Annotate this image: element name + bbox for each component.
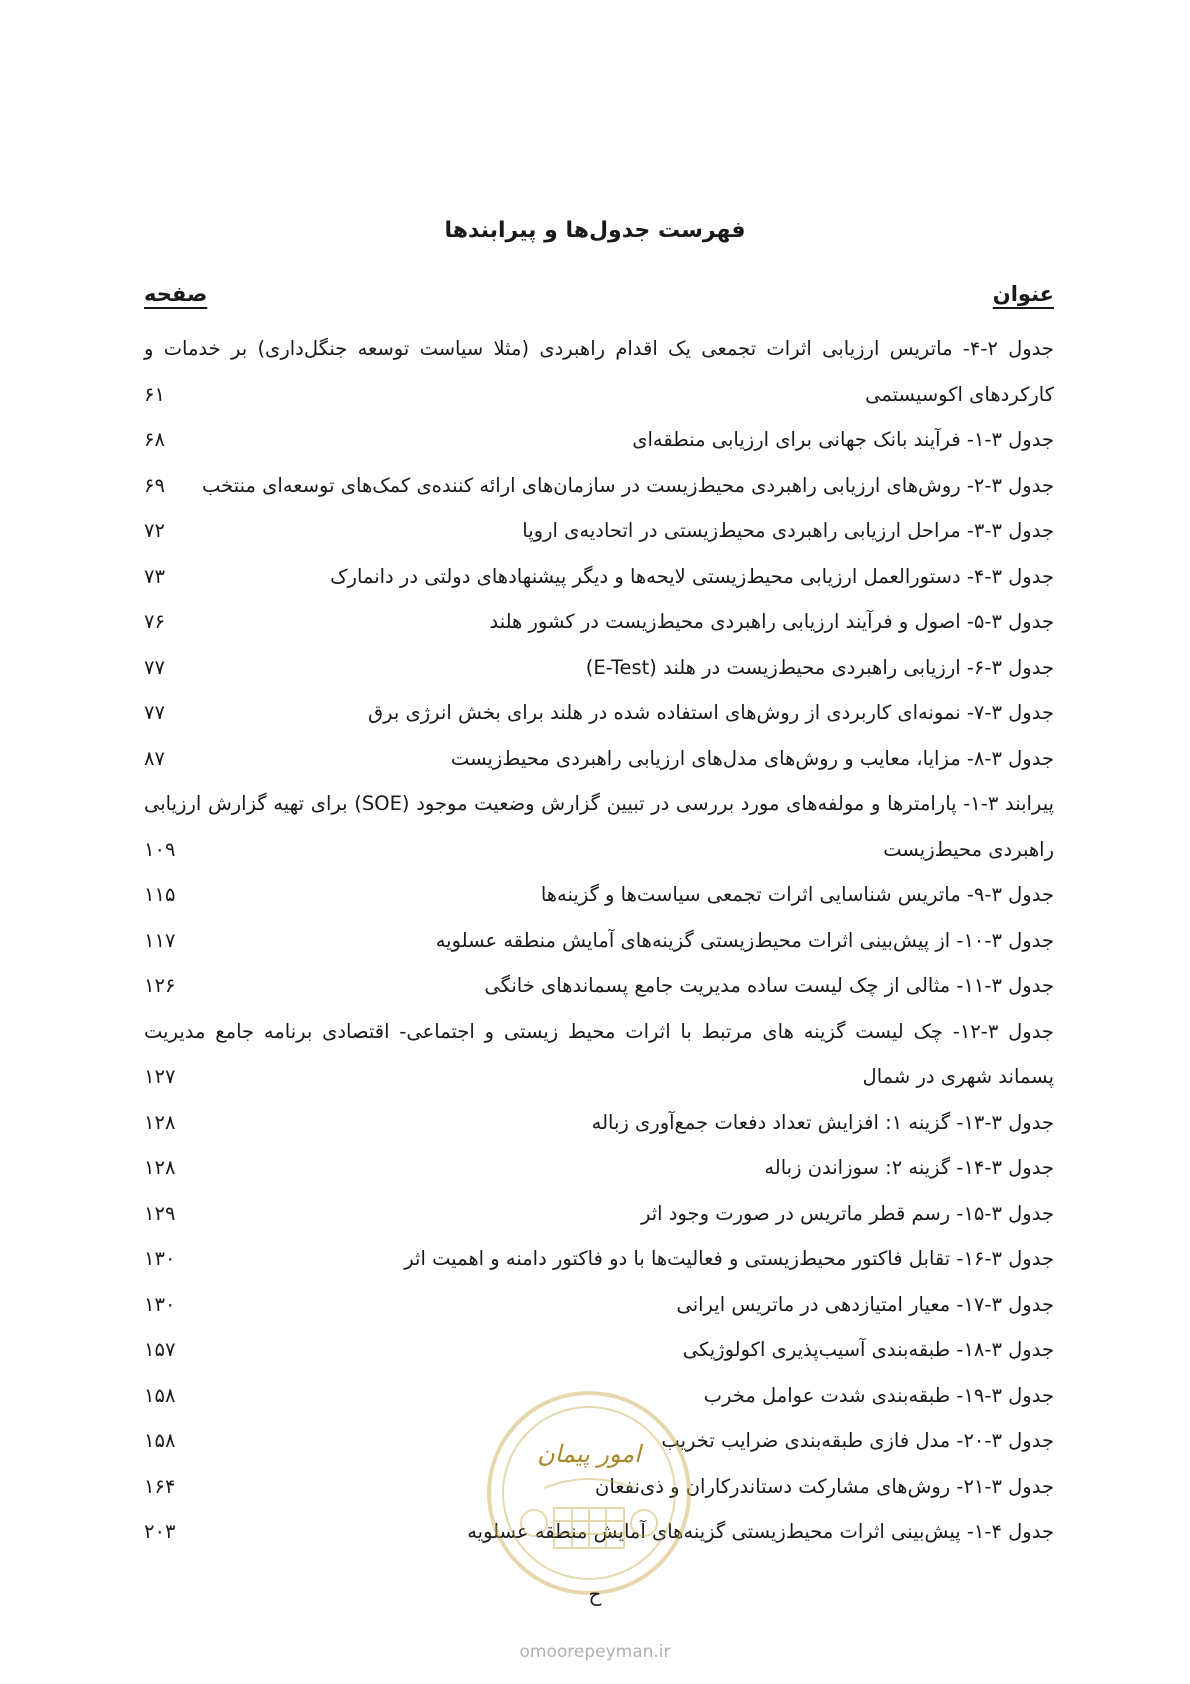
- toc-entry: [144, 736, 1054, 782]
- toc-entry: [144, 963, 1054, 1009]
- toc-entry: [144, 1145, 1054, 1191]
- toc-entry: [144, 1100, 1054, 1146]
- toc-entry: [144, 872, 1054, 918]
- toc-entry-title: جدول ۳-۱۳- گزینه ۱: افزایش تعداد دفعات جمع‌آوری زباله: [591, 1110, 1054, 1134]
- toc-entry-line: [144, 1282, 1054, 1328]
- toc-entry-line: [144, 736, 1054, 782]
- toc-entry-line: [144, 1009, 1054, 1055]
- toc-entry-page: ۱۲۶: [144, 974, 176, 997]
- toc-entry-page: ۷۲: [144, 519, 165, 542]
- toc-entry: [144, 326, 1054, 417]
- toc-entry-line: [144, 508, 1054, 554]
- toc-entry-page: ۱۰۹: [144, 837, 176, 861]
- toc-entry-page: ۱۱۷: [144, 928, 176, 952]
- toc-entry-page: ۲۰۳: [144, 1520, 176, 1543]
- toc-entry-title: جدول ۳-۵- اصول و فرآیند ارزیابی راهبردی محیط‌زیست در کشور هلند: [489, 610, 1054, 633]
- toc-entry-title: جدول ۴-۱- پیش‌بینی اثرات محیط‌زیستی گزینه‌های آمایش منطقه عسلویه: [467, 1520, 1054, 1543]
- toc-entry: [144, 508, 1054, 554]
- toc-entry-line: [144, 645, 1054, 691]
- toc-entry-line: [144, 1191, 1054, 1237]
- title-column-header: عنوان: [992, 282, 1054, 306]
- page-title: فهرست جدول‌ها و پیرابندها: [444, 218, 746, 243]
- toc-entry-title: جدول ۳-۱۴- گزینه ۲: سوزاندن زباله: [764, 1156, 1054, 1179]
- watermark-seal-icon: [484, 1388, 694, 1598]
- toc-entry: [144, 1327, 1054, 1373]
- toc-entry-line: [144, 463, 1054, 509]
- toc-entry-title: راهبردی محیط‌زیست: [883, 837, 1054, 861]
- toc-entry-line: [144, 1054, 1054, 1100]
- toc-entry-page: ۶۱: [144, 382, 165, 406]
- toc-entry-title: جدول ۳-۴- دستورالعمل ارزیابی محیط‌زیستی لایحه‌ها و دیگر پیشنهادهای دولتی در دانمارک: [330, 564, 1054, 588]
- toc-entry: [144, 1191, 1054, 1237]
- toc-entry-title: جدول ۳-۱۲- چک لیست گزینه های مرتبط با اثرات محیط زیستی و اجتماعی- اقتصادی برنامه جامع مدیریت: [144, 1019, 1054, 1043]
- page-number: ح: [588, 1582, 602, 1606]
- toc-entry-title: جدول ۳-۲۱- روش‌های مشارکت دستاندرکاران و ذی‌نفعان: [595, 1474, 1054, 1498]
- toc-entry-title: پسماند شهری در شمال: [862, 1065, 1054, 1088]
- toc-entry-page: ۱۲۹: [144, 1201, 176, 1225]
- toc-entry-line: [144, 918, 1054, 964]
- toc-entry-page: ۷۷: [144, 701, 165, 724]
- toc-entry-title: جدول ۳-۱۹- طبقه‌بندی شدت عوامل مخرب: [703, 1383, 1054, 1407]
- toc-entry-title: جدول ۳-۸- مزایا، معایب و روش‌های مدل‌های ارزیابی راهبردی محیط‌زیست: [450, 746, 1054, 770]
- toc-entry-page: ۱۵۸: [144, 1383, 176, 1407]
- toc-entry: [144, 918, 1054, 964]
- toc-entry-title: جدول ۳-۱۶- تقابل فاکتور محیط‌زیستی و فعالیت‌ها با دو فاکتور دامنه و اهمیت اثر: [404, 1247, 1054, 1270]
- toc-entry-title: جدول ۳-۷- نمونه‌ای کاربردی از روش‌های استفاده شده در هلند برای بخش انرژی برق: [367, 701, 1054, 724]
- toc-entry-page: ۱۲۸: [144, 1110, 176, 1134]
- watermark-seal-text: امور پیمان: [537, 1440, 641, 1468]
- toc-entry: [144, 645, 1054, 691]
- toc-entry-line: [144, 417, 1054, 463]
- toc-entry-page: ۱۳۰: [144, 1292, 176, 1316]
- toc-entry-line: [144, 372, 1054, 418]
- table-of-contents: [144, 326, 1054, 1555]
- toc-entry-page: ۱۳۰: [144, 1247, 176, 1270]
- toc-entry-title: جدول ۳-۱- فرآیند بانک جهانی برای ارزیابی منطقه‌ای: [632, 428, 1054, 451]
- toc-entry: [144, 463, 1054, 509]
- toc-entry-title: کارکردهای اکوسیستمی: [865, 382, 1054, 406]
- toc-entry-line: [144, 827, 1054, 873]
- watermark-site: omoorepeyman.ir: [519, 1642, 671, 1662]
- toc-entry-line: [144, 599, 1054, 645]
- toc-entry-line: [144, 1145, 1054, 1191]
- toc-entry-title: جدول ۳-۱۱- مثالی از چک لیست ساده مدیریت جامع پسماندهای خانگی: [484, 974, 1054, 997]
- toc-entry-title: پیرابند ۳-۱- پارامترها و مولفه‌های مورد بررسی در تبیین گزارش وضعیت موجود (SOE) برای تهیه گزارش ارزیابی: [144, 792, 1055, 815]
- toc-entry-line: [144, 1327, 1054, 1373]
- toc-entry-line: [144, 1100, 1054, 1146]
- toc-entry-title: جدول ۳-۳- مراحل ارزیابی راهبردی محیط‌زیستی در اتحادیه‌ی اروپا: [522, 519, 1054, 542]
- toc-entry-page: ۱۵۸: [144, 1429, 176, 1452]
- toc-entry-title: جدول ۳-۱۸- طبقه‌بندی آسیب‌پذیری اکولوژیکی: [682, 1338, 1054, 1361]
- toc-entry-line: [144, 963, 1054, 1009]
- toc-entry-page: ۱۲۸: [144, 1156, 176, 1179]
- toc-entry-line: [144, 781, 1054, 827]
- toc-entry-title: جدول ۳-۹- ماتریس شناسایی اثرات تجمعی سیاست‌ها و گزینه‌ها: [540, 883, 1054, 906]
- toc-entry-title: جدول ۲-۴- ماتریس ارزیابی اثرات تجمعی یک اقدام راهبردی (مثلا سیاست توسعه جنگل‌داری) بر خدمات و: [144, 337, 1054, 360]
- toc-entry-page: ۶۸: [144, 428, 165, 451]
- toc-entry-title: جدول ۳-۲۰- مدل فازی طبقه‌بندی ضرایب تخریب: [661, 1429, 1054, 1452]
- toc-entry-page: ۸۷: [144, 746, 165, 770]
- toc-entry-title: جدول ۳-۱۰- از پیش‌بینی اثرات محیط‌زیستی گزینه‌های آمایش منطقه عسلویه: [435, 928, 1054, 952]
- toc-entry-line: [144, 326, 1054, 372]
- toc-entry-page: ۷۶: [144, 610, 165, 633]
- toc-entry-page: ۷۷: [144, 655, 165, 679]
- toc-entry: [144, 417, 1054, 463]
- toc-entry-page: ۱۶۴: [144, 1474, 176, 1498]
- toc-entry-page: ۱۲۷: [144, 1065, 176, 1088]
- toc-entry-page: ۱۵۷: [144, 1338, 176, 1361]
- toc-entry-line: [144, 872, 1054, 918]
- toc-entry: [144, 781, 1054, 872]
- toc-entry-line: [144, 690, 1054, 736]
- toc-entry: [144, 599, 1054, 645]
- toc-entry: [144, 1282, 1054, 1328]
- toc-entry-title: جدول ۳-۲- روش‌های ارزیابی راهبردی محیط‌زیست در سازمان‌های ارائه کننده‌ی کمک‌های توسعه‌ای منتخب: [202, 473, 1054, 497]
- toc-entry-title: جدول ۳-۶- ارزیابی راهبردی محیط‌زیست در هلند (E-Test): [585, 655, 1054, 679]
- toc-entry-page: ۷۳: [144, 564, 165, 588]
- toc-entry: [144, 1009, 1054, 1100]
- page-column-header: صفحه: [144, 282, 208, 306]
- toc-entry-page: ۶۹: [144, 473, 165, 497]
- toc-entry-line: [144, 554, 1054, 600]
- toc-entry-title: جدول ۳-۱۷- معیار امتیازدهی در ماتریس ایرانی: [676, 1292, 1054, 1316]
- toc-entry-title: جدول ۳-۱۵- رسم قطر ماتریس در صورت وجود اثر: [641, 1201, 1054, 1225]
- toc-entry: [144, 554, 1054, 600]
- toc-entry: [144, 690, 1054, 736]
- toc-entry: [144, 1236, 1054, 1282]
- toc-entry-line: [144, 1236, 1054, 1282]
- toc-entry-page: ۱۱۵: [144, 883, 176, 906]
